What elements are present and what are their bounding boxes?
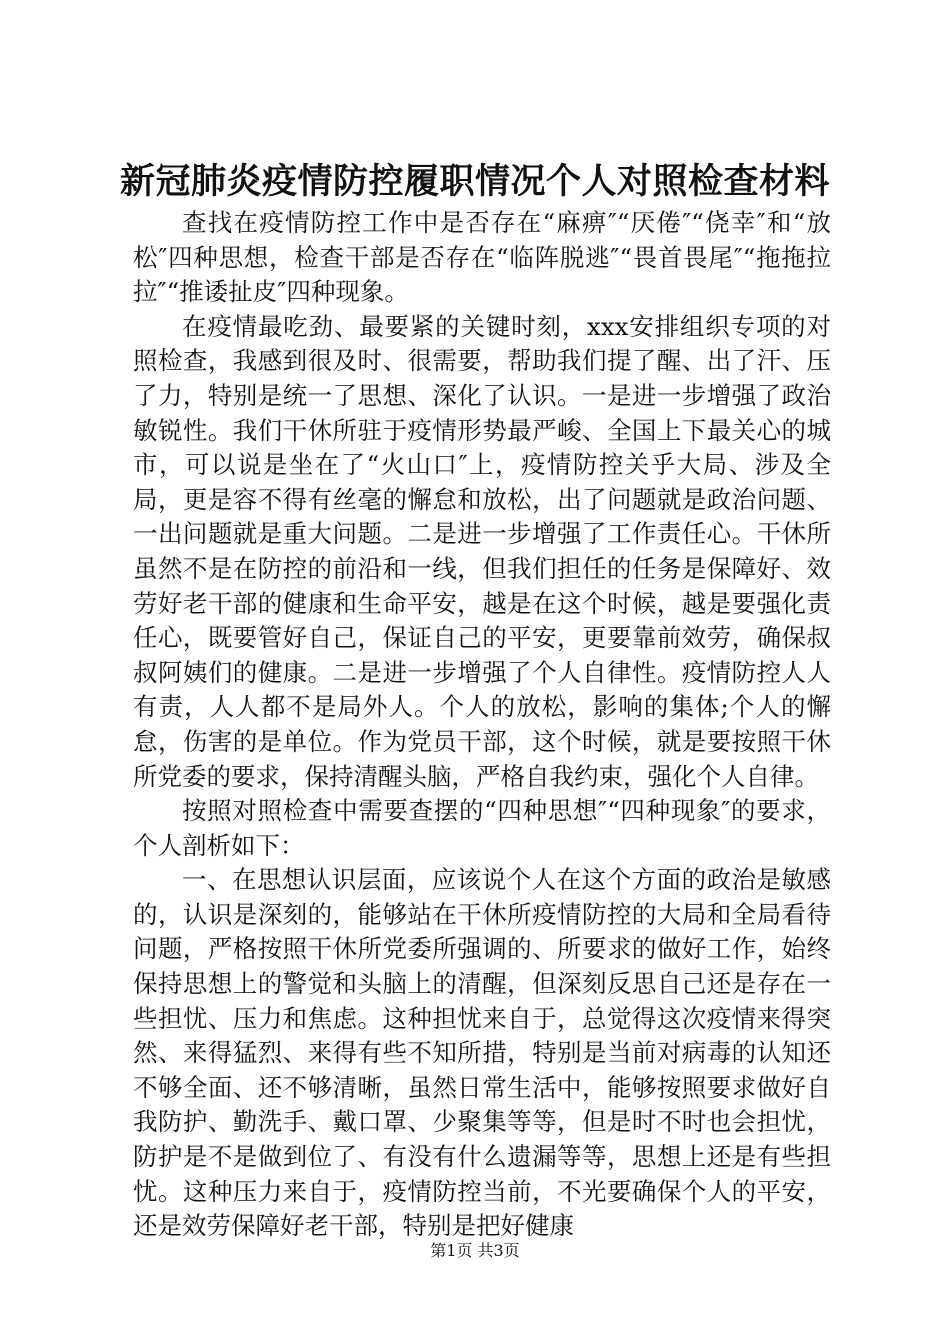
- paragraph-2: 在疫情最吃劲、最要紧的关键时刻，xxx安排组织专项的对照检查，我感到很及时、很需要，帮助我们提了醒、出了汗、压了力，特别是统一了思想、深化了认识。一是进一步增强了政治敏锐性。我们干休所驻于疫情形势最严峻、全国上下最关心的城市，可以说是坐在了“火山口″上，疫情防控关乎大局、涉及全局，更是容不得有丝毫的懈怠和放松，出了问题就是政治问题、一出问题就是重大问题。二是进一步增强了工作责任心。干休所虽然不是在防控的前沿和一线，但我们担任的任务是保障好、效劳好老干部的健康和生命平安，越是在这个时候，越是要强化责任心，既要管好自己，保证自己的平安，更要靠前效劳，确保叔叔阿姨们的健康。二是进一步增强了个人自律性。疫情防控人人有责，人人都不是局外人。个人的放松，影响的集体;个人的懈怠，伤害的是单位。作为党员干部，这个时候，就是要按照干休所党委的要求，保持清醒头脑，严格自我约束，强化个人自律。: [133, 311, 831, 791]
- page-number-footer: 第1页 共3页: [430, 1241, 520, 1260]
- paragraph-4: 一、在思想认识层面，应该说个人在这个方面的政治是敏感的，认识是深刻的，能够站在干休所疫情防控的大局和全局看待问题，严格按照干休所党委所强调的、所要求的做好工作，始终保持思想上的警觉和头脑上的清醒，但深刻反思自己还是存在一些担忧、压力和焦虑。这种担忧来自于，总觉得这次疫情来得突然、来得猛烈、来得有些不知所措，特别是当前对病毒的认知还不够全面、还不够清晰，虽然日常生活中，能够按照要求做好自我防护、勤洗手、戴口罩、少聚集等等，但是时不时也会担忧，防护是不是做到位了、有没有什么遗漏等等，思想上还是有些担忧。这种压力来自于，疫情防控当前，不光要确保个人的平安，还是效劳保障好老干部，特别是把好健康: [133, 865, 831, 1241]
- document-title: 新冠肺炎疫情防控履职情况个人对照检查材料: [119, 161, 830, 202]
- document-body: [133, 206, 831, 1244]
- paragraph-3: 按照对照检查中需要查摆的“四种思想″“四种现象″的要求，个人剖析如下：: [133, 796, 831, 860]
- paragraph-1: 查找在疫情防控工作中是否存在“麻痹″“厌倦″“侥幸″和“放松″四种思想，检查干部是否存在“临阵脱逃″“畏首畏尾″“拖拖拉拉″“推诿扯皮″四种现象。: [133, 208, 831, 307]
